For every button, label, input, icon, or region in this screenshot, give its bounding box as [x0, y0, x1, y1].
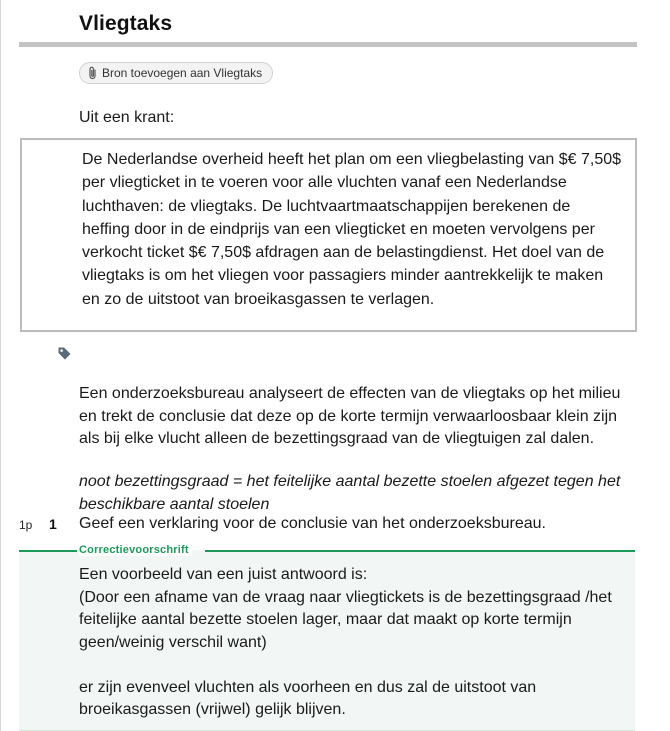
footnote: noot bezettingsgraad = het feitelijke aantal bezette stoelen afgezet tegen het beschikbare aantal stoelen	[79, 473, 621, 513]
correction-line-1: Een voorbeeld van een juist antwoord is:	[79, 566, 368, 583]
question-number: 1	[49, 516, 57, 532]
add-source-button[interactable]	[79, 62, 273, 84]
paperclip-icon	[88, 66, 98, 80]
context-text: Een onderzoeksbureau analyseert de effecten van de vliegtaks op het milieu en trekt de conclusie dat deze op de korte termijn verwaarloosbaar klein zijn als bij elke vlucht alleen de bezettingsgraad van de vliegtuigen zal dalen.	[79, 385, 621, 447]
tag-icon[interactable]	[57, 346, 72, 366]
correction-rule-left	[19, 550, 77, 552]
page-title: Vliegtaks	[79, 12, 173, 35]
left-margin-rule	[0, 0, 1, 731]
add-source-label: Bron toevoegen aan Vliegtaks	[102, 66, 263, 80]
correction-label: Correctievoorschrift	[79, 544, 192, 556]
correction-line-2: (Door een afname van de vraag naar vliegtickets is de bezettingsgraad /het feitelijke aantal bezette stoelen lager, maar dat maakt op korte termijn geen/weinig verschil want)	[79, 588, 612, 651]
question-text: Geef een verklaring voor de conclusie van het onderzoeksbureau.	[79, 515, 546, 532]
correction-line-3: er zijn evenveel vluchten als voorheen en dus zal de uitstoot van broeikasgassen (vrijwel) gelijk blijven.	[79, 678, 537, 718]
title-divider	[19, 42, 637, 47]
question-points: 1p	[19, 518, 33, 532]
intro-text: Uit een krant:	[79, 109, 175, 126]
correction-rule-right	[205, 550, 635, 552]
correction-spacer	[79, 654, 629, 677]
source-text-box	[20, 138, 637, 332]
correction-text	[79, 564, 629, 722]
source-text: De Nederlandse overheid heeft het plan om een vliegbelasting van $€ 7,50$ per vliegticket in te voeren voor alle vluchten vanaf een Nederlandse luchthaven: de vliegtaks. De luchtvaartmaatschappijen berekenen de heffing door in de eindprijs van een vliegticket en moeten vervolgens per verkocht ticket $€ 7,50$ afdragen aan de belastingdienst. Het doel van de vliegtaks is om het vliegen voor passagiers minder aantrekkelijk te maken en zo de uitstoot van broeikasgassen te verlagen.	[82, 151, 622, 308]
